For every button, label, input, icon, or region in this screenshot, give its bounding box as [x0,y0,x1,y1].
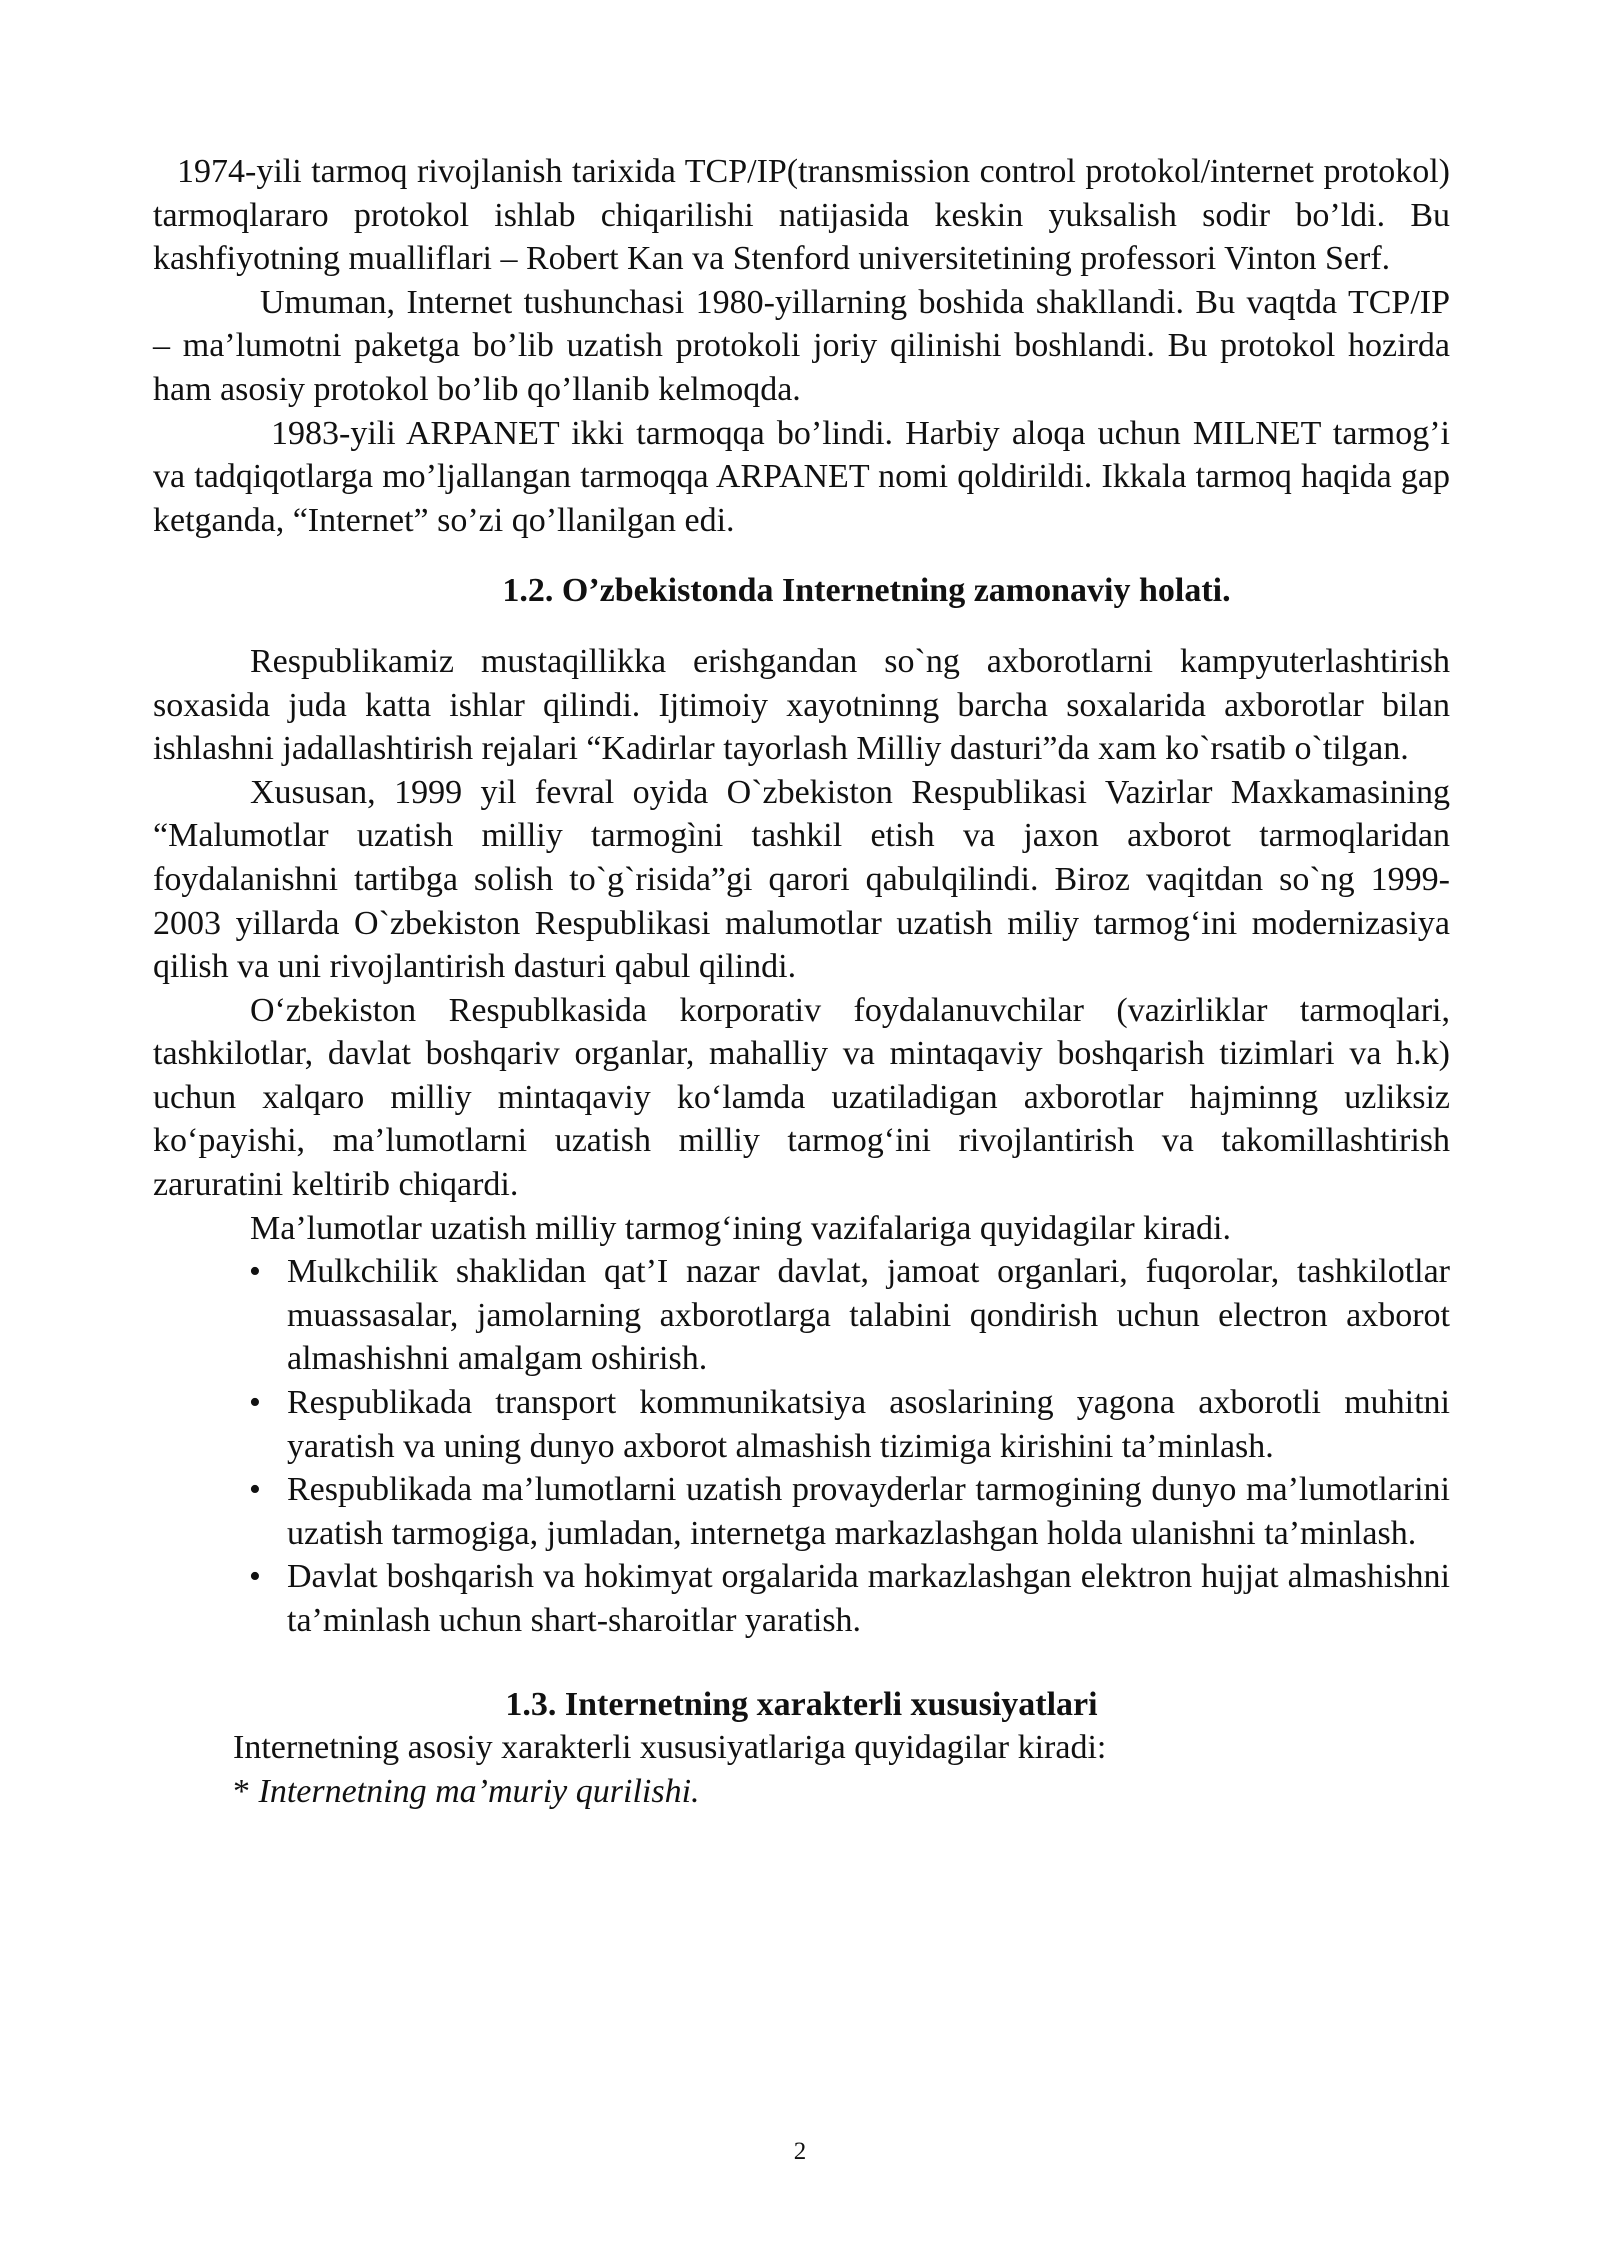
paragraph-tcpip-history: 1974-yili tarmoq rivojlanish tarixida TCP/IP(transmission control protokol/internet protokol) tarmoqlararo protokol ishlab chiqarilishi natijasida keskin yuksalish sodir bo’ldi. Bu kashfiyotning mualliflari – Robert Kan va Stenford universitetining professori Vinton Serf. [153,153,1450,278]
bullet-icon: • [249,1558,261,1596]
bullet-icon: • [249,1253,261,1291]
paragraph-corporate-users: O‘zbekiston Respublkasida korporativ foydalanuvchilar (vazirliklar tarmoqlari, tashkilotlar, davlat boshqariv organlar, mahalliy va mintaqaviy boshqarish tizimlari va h.k) uchun xalqaro milliy mintaqaviy ko‘lamda uzatiladigan axborotlar hajminng uzliksiz ko‘payishi, ma’lumotlarni uzatish milliy tarmog‘ini rivojlantirish va takomillashtirish zaruratini keltirib chiqardi. [153,991,1450,1204]
section-heading-1-2: 1.2. O’zbekistonda Internetning zamonaviy holati. [502,572,1231,610]
list-item [249,1250,1450,1381]
characteristic-item-text: Internetning ma’muriy qurilishi. [258,1772,700,1810]
paragraph-arpanet-split: 1983-yili ARPANET ikki tarmoqqa bo’lindi. Harbiy aloqa uchun MILNET tarmog’i va tadqiqotlarga mo’ljallangan tarmoqqa ARPANET nomi qoldirildi. Ikkala tarmoq haqida gap ketganda, “Internet” so’zi qo’llanilgan edi. [153,414,1450,539]
paragraph-internet-concept: Umuman, Internet tushunchasi 1980-yillarning boshida shakllandi. Bu vaqtda TCP/IP – ma’lumotni paketga bo’lib uzatish protokoli joriy qilinishi boshlandi. Bu protokol hozirda ham asosiy protokol bo’lib qo’llanib kelmoqda. [153,283,1450,408]
list-item [249,1381,1450,1468]
bullet-icon: • [249,1471,261,1509]
list-item [249,1555,1450,1642]
page-number: 2 [793,2138,807,2165]
bullet-icon: • [249,1384,261,1422]
paragraph-independence: Respublikamiz mustaqillikka erishgandan so`ng axborotlarni kampyuterlashtirish soxasida juda katta ishlar qilindi. Ijtimoiy xayotninng barcha soxalarida axborotlar bilan ishlashni jadallashtirish rejalari “Kadirlar tayorlash Milliy dasturi”da xam ko`rsatib o`tilgan. [153,642,1450,768]
section-heading-1-3: 1.3. Internetning xarakterli xususiyatlari [505,1685,1098,1723]
list-item-text: Respublikada ma’lumotlarni uzatish provayderlar tarmogining dunyo ma’lumotlarini uzatish tarmogiga, jumladan, internetga markazlashgan holda ulanishni ta’minlash. [287,1471,1450,1552]
characteristic-item [153,1770,1450,1814]
paragraph-1999-decree: Xususan, 1999 yil fevral oyida O`zbekiston Respublikasi Vazirlar Maxkamasining “Malumotlar uzatish milliy tarmogìni tashkil etish va jaxon axborot tarmoqlaridan foydalanishni tartibga solish to`g`risida”gi qarori qabulqilindi. Biroz vaqitdan so`ng 1999-2003 yillarda O`zbekiston Respublikasi malumotlar uzatish miliy tarmog‘ini modernizasiya qilish va uni rivojlantirish dasturi qabul qilindi. [153,773,1450,986]
list-item [249,1468,1450,1555]
paragraph-tasks-intro: Ma’lumotlar uzatish milliy tarmog‘ining vazifalariga quyidagilar kiradi. [250,1209,1231,1247]
list-item-text: Davlat boshqarish va hokimyat orgalarida markazlashgan elektron hujjat almashishni ta’minlash uchun shart-sharoitlar yaratish. [287,1558,1450,1639]
tasks-bullet-list [153,1250,1450,1642]
list-item-text: Respublikada transport kommunikatsiya asoslarining yagona axborotli muhitni yaratish va uning dunyo axborot almashish tizimiga kirishini ta’minlash. [287,1384,1450,1465]
document-body [153,150,1450,1813]
paragraph-characteristics-intro: Internetning asosiy xarakterli xususiyatlariga quyidagilar kiradi: [233,1729,1107,1767]
list-item-text: Mulkchilik shaklidan qat’I nazar davlat, jamoat organlari, fuqorolar, tashkilotlar muassasalar, jamolarning axborotlarga talabini qondirish uchun electron axborot almashishni amalgam oshirish. [287,1253,1450,1378]
star-marker: * [233,1772,259,1810]
